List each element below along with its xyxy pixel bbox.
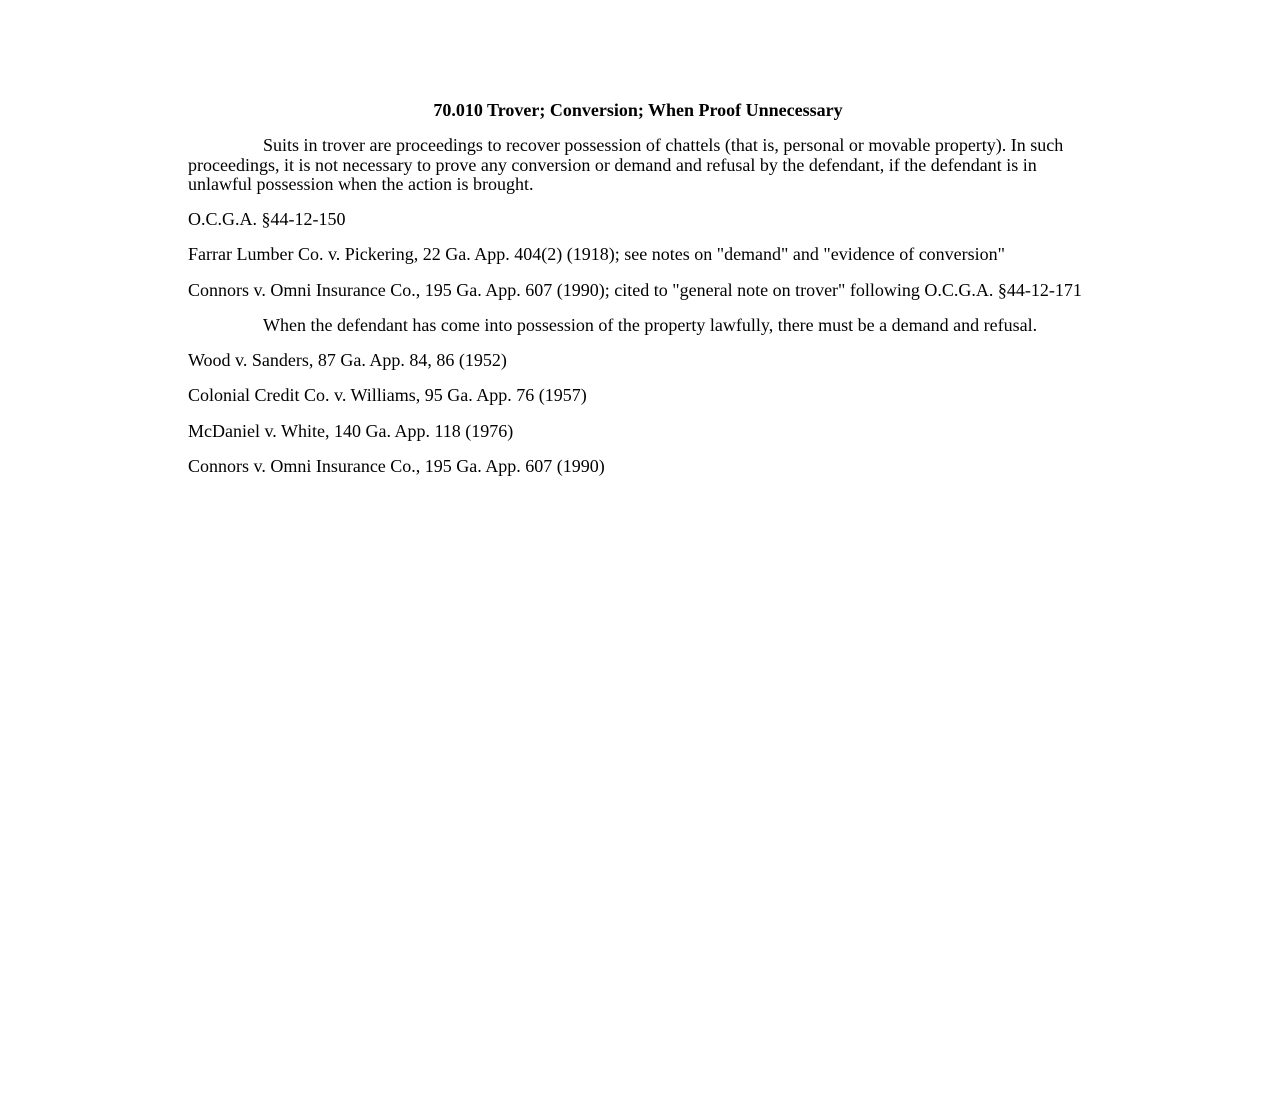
citation-ocga-44-12-150: O.C.G.A. §44-12-150 [188,208,346,229]
section-title: 70.010 Trover; Conversion; When Proof Unnecessary [433,100,843,120]
body-paragraph-trover: Suits in trover are proceedings to recover possession of chattels (that is, personal or movable property). In such proceedings, it is not necessary to prove any conversion or demand and refusal by the defendant, if the defendant is in unlawful possession when the action is brought. [188,135,1064,194]
body-paragraph-demand-refusal: When the defendant has come into possession of the property lawfully, there must be a demand and refusal. [263,315,1038,335]
citation-farrar-lumber: Farrar Lumber Co. v. Pickering, 22 Ga. App. 404(2) (1918); see notes on "demand" and "evidence of conversion" [188,244,1006,264]
citation-connors-omni-note: Connors v. Omni Insurance Co., 195 Ga. App. 607 (1990); cited to "general note on trover" following O.C.G.A. §44-12-171 [188,279,1082,300]
citation-colonial-credit: Colonial Credit Co. v. Williams, 95 Ga. App. 76 (1957) [188,385,587,405]
citation-wood-sanders: Wood v. Sanders, 87 Ga. App. 84, 86 (1952) [188,349,507,370]
citation-connors-omni: Connors v. Omni Insurance Co., 195 Ga. App. 607 (1990) [188,456,605,476]
document-page [188,99,1088,493]
citation-mcdaniel-white: McDaniel v. White, 140 Ga. App. 118 (1976) [188,420,514,441]
